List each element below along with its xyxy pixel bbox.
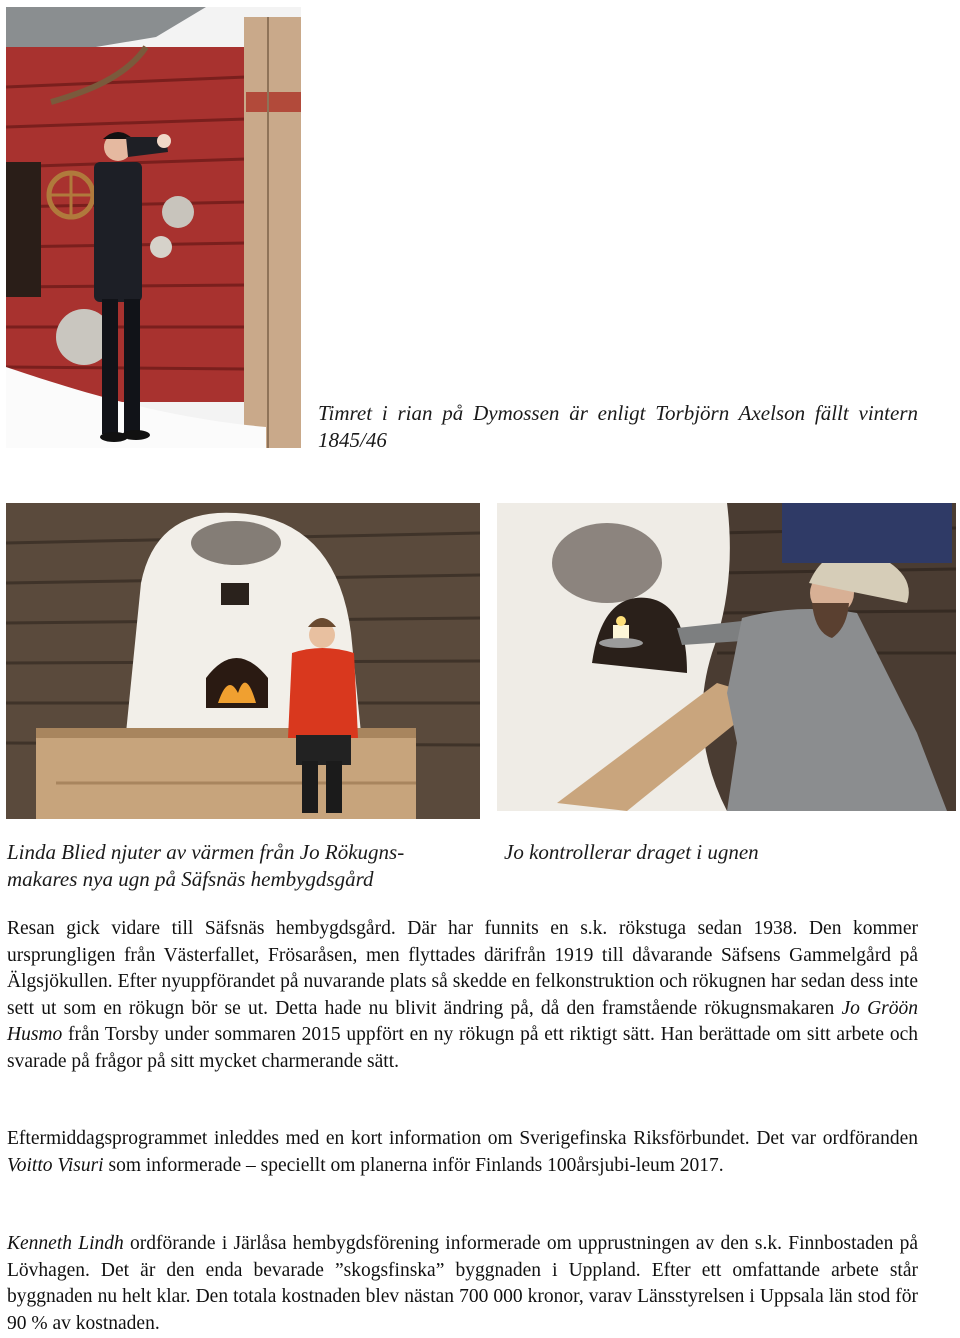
photo-barn: [6, 7, 301, 448]
caption-barn-photo: Timret i rian på Dymossen är enligt Torbjörn Axelson fällt vintern 1845/46: [318, 401, 918, 452]
photo-jo-candle: [497, 503, 956, 811]
oven-illustration: [6, 503, 480, 819]
paragraph-finnbostaden: [7, 1231, 918, 1337]
caption-linda-photo: Linda Blied njuter av värmen från Jo Rökugns-makares nya ugn på Säfsnäs hembygdsgård: [7, 840, 405, 891]
paragraph-text: ordförande i Järlåsa hembygdsförening informerade om upprustningen av den s.k. Finnbostaden på Lövhagen. Det är den enda bevarade ”skogsfinska” byggnaden i Uppland. Efter ett omfattande arbete står byggnaden nu helt klar. Den totala kostnaden blev nästan 700 000 kronor, varav Länsstyrelsen i Uppsala län stod för 90 % av kostnaden.: [7, 1233, 919, 1334]
caption-jo-photo: Jo kontrollerar draget i ugnen: [504, 840, 759, 864]
person-name-voitto: Voitto Visuri: [7, 1154, 104, 1176]
photo-linda-oven: [6, 503, 480, 819]
paragraph-sverigefinska: [7, 1126, 918, 1179]
paragraph-safsnas: [7, 916, 918, 1075]
person-name-kenneth: Kenneth Lindh: [7, 1233, 124, 1254]
paragraph-text: från Torsby under sommaren 2015 uppfört en ny rökugn på ett riktigt sätt. Han berättade om sitt arbete och svarade på frågor på sitt mycket charmerande sätt.: [7, 1024, 918, 1072]
person-name-jo: Jo Gröön Husmo: [7, 997, 919, 1045]
paragraph-text: Eftermiddagsprogrammet inleddes med en kort information om Sverigefinska Riksförbundet. Det var ordföranden: [7, 1128, 918, 1149]
paragraph-text: som informerade – speciellt om planerna inför Finlands 100årsjubi-leum 2017.: [103, 1154, 724, 1176]
candle-illustration: [497, 503, 956, 811]
barn-illustration: [6, 7, 301, 448]
paragraph-text: Resan gick vidare till Säfsnäs hembygdsgård. Där har funnits en s.k. rökstuga sedan 1938. Den kommer ursprungligen från Västerfallet, Frösaråsen, men flyttades därifrån 1919 till dåvarande Säfsens Gammelgård på Älgsjökullen. Efter nyuppförandet på nuvarande plats så skedde en felkonstruktion och rökugnen har sedan dess inte sett ut som en rökugn bör se ut. Detta hade nu blivit ändring på, då den framstående rökugnsmakaren: [7, 918, 918, 1019]
